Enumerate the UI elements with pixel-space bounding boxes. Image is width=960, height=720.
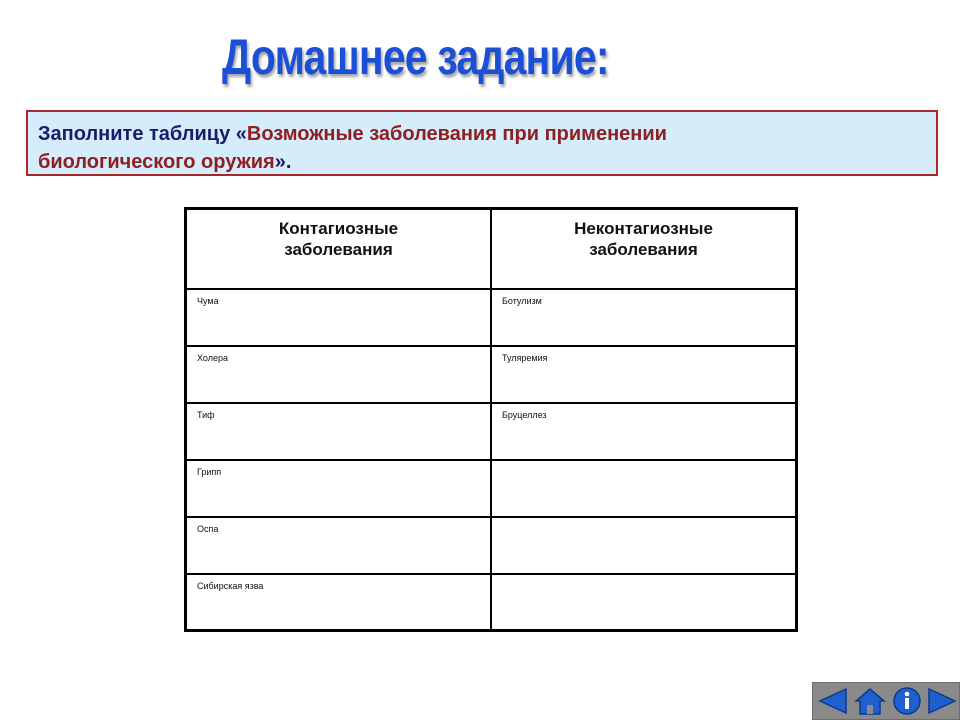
table-row [186, 574, 797, 631]
table-cell-noncontagious[interactable] [491, 460, 797, 517]
task-highlight-line1: Возможные заболевания при применении [246, 123, 667, 145]
table-row [186, 403, 797, 460]
info-icon[interactable] [890, 686, 924, 716]
task-box [26, 110, 938, 176]
table-cell-contagious[interactable]: Чума [186, 289, 492, 346]
table-row [186, 460, 797, 517]
table-cell-noncontagious[interactable]: Ботулизм [491, 289, 797, 346]
task-prefix: Заполните таблицу « [38, 123, 247, 145]
table-row [186, 346, 797, 403]
navigation-bar [812, 682, 960, 720]
table-row [186, 517, 797, 574]
header-contagious: Контагиозные заболевания [186, 209, 492, 289]
table-cell-contagious[interactable]: Грипп [186, 460, 492, 517]
page-title: Домашнее задание: [222, 29, 609, 85]
table-cell-contagious[interactable]: Оспа [186, 517, 492, 574]
table-cell-noncontagious[interactable]: Бруцеллез [491, 403, 797, 460]
prev-arrow-icon[interactable] [816, 686, 850, 716]
task-suffix: ». [274, 151, 292, 173]
table-cell-contagious[interactable]: Сибирская язва [186, 574, 492, 631]
table-cell-contagious[interactable]: Тиф [186, 403, 492, 460]
diseases-table [184, 207, 798, 632]
table-cell-contagious[interactable]: Холера [186, 346, 492, 403]
table-cell-noncontagious[interactable] [491, 574, 797, 631]
table-row [186, 289, 797, 346]
home-icon[interactable] [853, 686, 887, 716]
header-noncontagious: Неконтагиозные заболевания [491, 209, 797, 289]
task-highlight-line2: биологического оружия [38, 151, 275, 173]
table-header-row [186, 209, 797, 289]
next-arrow-icon[interactable] [925, 686, 959, 716]
table-cell-noncontagious[interactable]: Туляремия [491, 346, 797, 403]
table-cell-noncontagious[interactable] [491, 517, 797, 574]
